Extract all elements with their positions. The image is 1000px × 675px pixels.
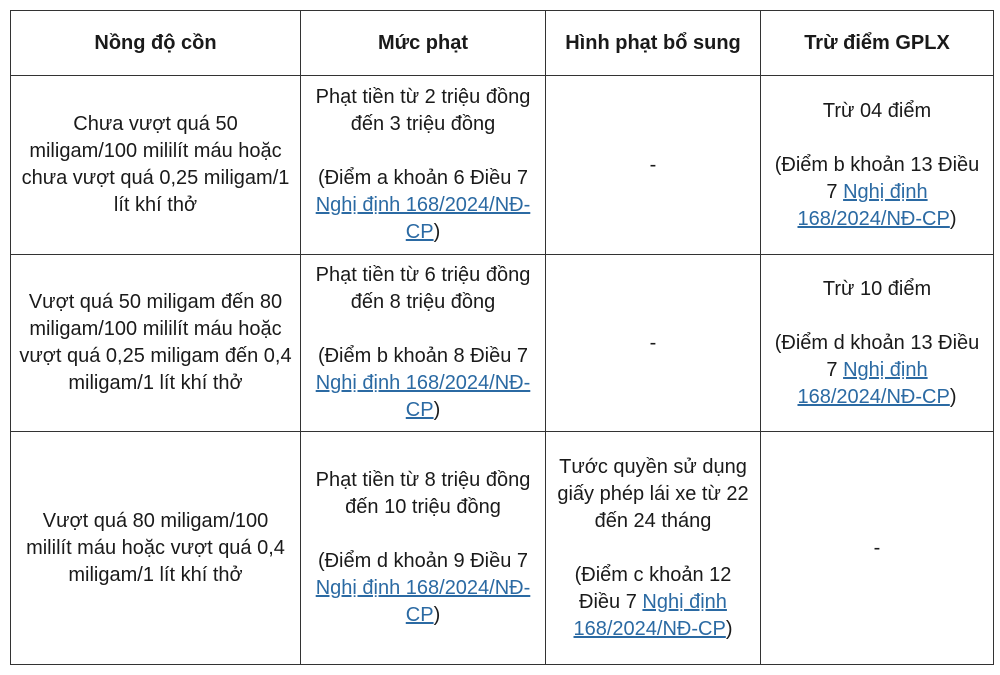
fine-text: Phạt tiền từ 2 triệu đồng đến 3 triệu đồng [315,86,531,135]
citation-close: ) [433,221,441,243]
citation: (Điểm a khoản 6 Điều 7 [317,167,529,189]
citation: (Điểm b khoản 13 Điều 7 [774,153,980,203]
header-additional-penalty: Hình phạt bổ sung [546,11,761,76]
citation: (Điểm d khoản 9 Điều 7 [317,550,529,572]
header-license-points: Trừ điểm GPLX [761,11,994,76]
table-row [11,255,994,432]
license-points-cell: - [761,432,994,665]
citation: (Điểm c khoản 12 Điều 7 [574,563,732,613]
alcohol-level-cell: Chưa vượt quá 50 miligam/100 mililít máu hoặc chưa vượt quá 0,25 miligam/1 lít khí thở [11,76,301,255]
license-points-cell [761,255,994,432]
header-row [11,11,994,76]
decree-link[interactable]: Nghị định 168/2024/NĐ-CP [573,590,727,640]
decree-link[interactable]: Nghị định 168/2024/NĐ-CP [315,577,531,626]
table-row [11,432,994,665]
citation-close: ) [949,385,957,408]
fine-cell [301,76,546,255]
header-fine: Mức phạt [301,11,546,76]
citation: (Điểm d khoản 13 Điều 7 [774,331,980,381]
license-points-cell [761,76,994,255]
header-alcohol-level: Nồng độ cồn [11,11,301,76]
additional-penalty-text: Tước quyền sử dụng giấy phép lái xe từ 22 đến 24 tháng [557,455,749,532]
decree-link[interactable]: Nghị định 168/2024/NĐ-CP [315,372,531,421]
alcohol-penalty-table [10,10,994,665]
fine-text: Phạt tiền từ 8 triệu đồng đến 10 triệu đồng [315,469,531,518]
fine-text: Phạt tiền từ 6 triệu đồng đến 8 triệu đồng [315,264,531,313]
additional-penalty-cell: - [546,255,761,432]
alcohol-level-cell: Vượt quá 80 miligam/100 mililít máu hoặc vượt quá 0,4 miligam/1 lít khí thở [11,432,301,665]
alcohol-level-cell: Vượt quá 50 miligam đến 80 miligam/100 mililít máu hoặc vượt quá 0,25 miligam đến 0,4 miligam/1 lít khí thở [11,255,301,432]
citation-close: ) [433,604,441,626]
additional-penalty-cell: - [546,76,761,255]
points-text: Trừ 04 điểm [822,99,932,122]
citation: (Điểm b khoản 8 Điều 7 [317,345,529,367]
citation-close: ) [433,399,441,421]
decree-link[interactable]: Nghị định 168/2024/NĐ-CP [797,180,950,230]
fine-cell [301,432,546,665]
decree-link[interactable]: Nghị định 168/2024/NĐ-CP [797,358,950,408]
fine-cell [301,255,546,432]
citation-close: ) [725,617,733,640]
decree-link[interactable]: Nghị định 168/2024/NĐ-CP [315,194,531,243]
citation-close: ) [949,207,957,230]
points-text: Trừ 10 điểm [822,277,932,300]
table-row [11,76,994,255]
additional-penalty-cell [546,432,761,665]
